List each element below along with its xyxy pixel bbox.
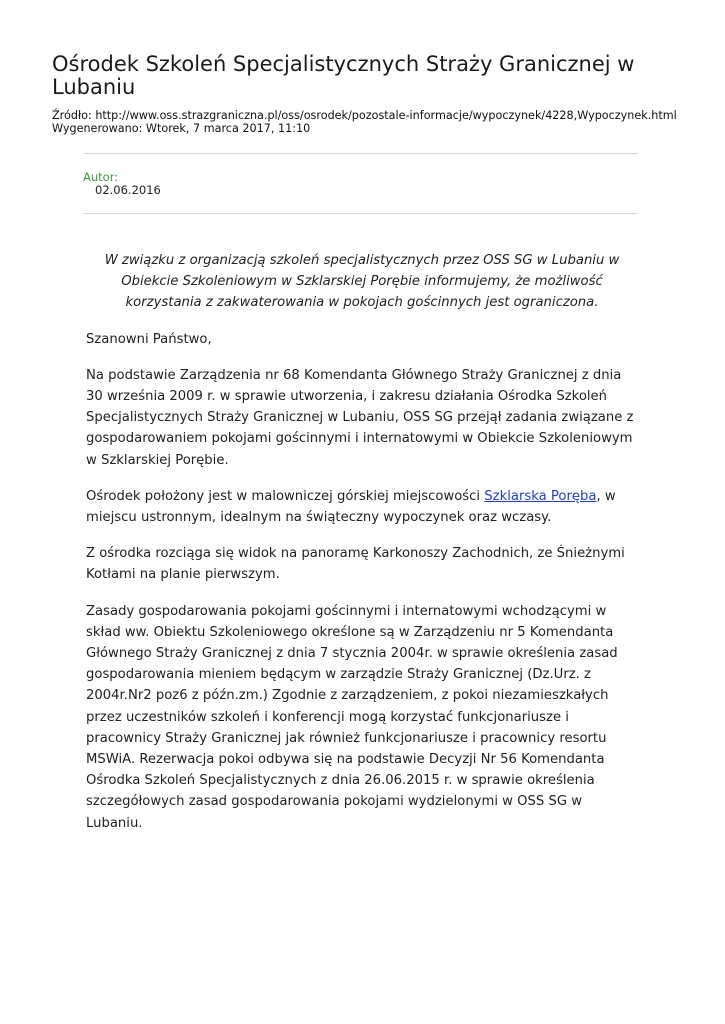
paragraph-3: Z ośrodka rozciąga się widok na panoramę Karkonoszy Zachodnich, ze Śnieżnymi Kotłami na planie pierwszym.	[86, 546, 625, 583]
source-line: Źródło: http://www.oss.strazgraniczna.pl/oss/osrodek/pozostale-informacje/wypoczynek/4228,Wypoczynek.html	[52, 109, 677, 122]
paragraph-1: Na podstawie Zarządzenia nr 68 Komendanta Głównego Straży Granicznej z dnia 30 września 2009 r. w sprawie utworzenia, i zakresu działania Ośrodka Szkoleń Specjalistycznych Straży Granicznej w Lubaniu, OSS SG przejął zadania związane z gospodarowaniem pokojami gościnnymi i internatowymi w Obiekcie Szkoleniowym w Szklarskiej Porębie.	[86, 367, 634, 468]
paragraph-2-text-start: Ośrodek położony jest w malowniczej górskiej miejscowości	[86, 488, 485, 504]
greeting: Szanowni Państwo,	[86, 331, 212, 347]
bottom-divider	[84, 213, 637, 214]
document-meta	[52, 109, 712, 135]
page-title: Ośrodek Szkoleń Specjalistycznych Straży Granicznej w Lubaniu	[52, 52, 635, 99]
top-divider	[84, 153, 637, 154]
szklarska-poreba-link[interactable]: Szklarska Poręba	[484, 488, 597, 504]
paragraph-2-text-end: , w miejscu ustronnym, idealnym na świąteczny wypoczynek oraz wczasy.	[86, 488, 616, 526]
author-label: Autor:	[83, 170, 119, 184]
article-lead: W związku z organizacją szkoleń specjalistycznych przez OSS SG w Lubaniu w Obiekcie Szkoleniowym w Szklarskiej Porębie informujemy, że możliwość korzystania z zakwaterowania w pokojach gościnnych jest ograniczona.	[104, 253, 620, 311]
paragraph-2	[86, 486, 638, 528]
article-body	[86, 250, 638, 849]
paragraph-4: Zasady gospodarowania pokojami gościnnymi i internatowymi wchodzącymi w skład ww. Obiektu Szkoleniowego określone są w Zarządzeniu nr 5 Komendanta Głównego Straży Granicznej z dnia 7 stycznia 2004r. w sprawie określenia zasad gospodarowania mieniem będącym w zarządzie Straży Granicznej (Dz.Urz. z 2004r.Nr2 poz6 z późn.zm.) Zgodnie z zarządzeniem, z pokoi niezamieszkałych przez uczestników szkoleń i konferencji mogą korzystać funkcjonariusze i pracownicy Straży Granicznej jak również funkcjonariusze i pracownicy resortu MSWiA. Rezerwacja pokoi odbywa się na podstawie Decyzji Nr 56 Komendanta Ośrodka Szkoleń Specjalistycznych z dnia 26.06.2015 r. w sprawie określenia szczegółowych zasad gospodarowania pokojami wydzielonymi w OSS SG w Lubaniu.	[86, 603, 618, 831]
author-date: 02.06.2016	[95, 183, 161, 197]
generated-line: Wygenerowano: Wtorek, 7 marca 2017, 11:10	[52, 122, 311, 135]
